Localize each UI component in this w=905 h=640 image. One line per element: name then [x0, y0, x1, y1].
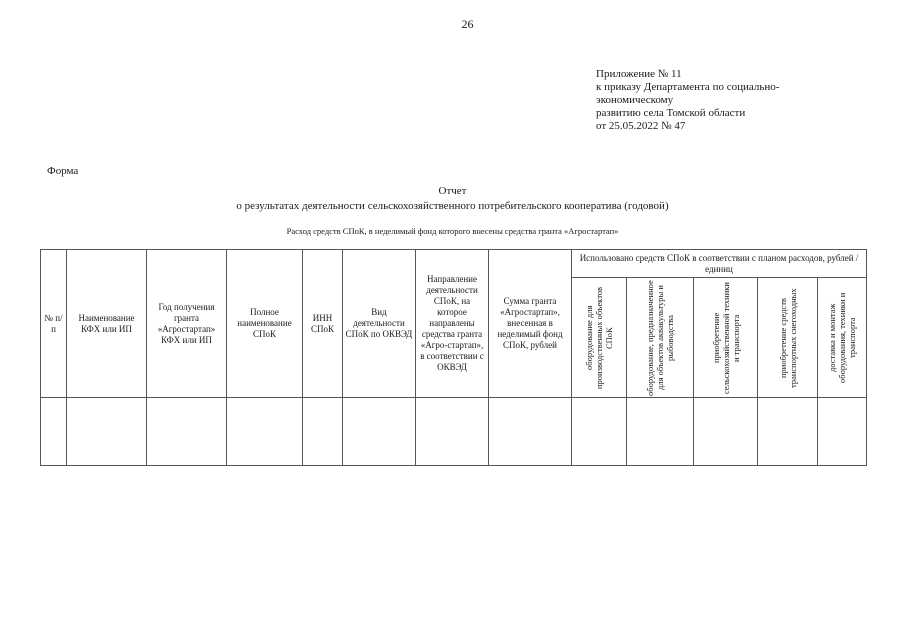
header-full-name: Полное наименование СПоК	[227, 250, 303, 398]
header-sub2-text: оборудование, предназначенное для объектов аквакультуры и рыбоводства	[645, 279, 675, 396]
report-table	[40, 249, 867, 466]
header-inn: ИНН СПоК	[303, 250, 343, 398]
header-sub3	[694, 278, 758, 398]
table-cell	[627, 398, 694, 466]
appendix-line: развитию села Томской области	[596, 107, 746, 119]
appendix-block	[596, 68, 779, 133]
appendix-line: от 25.05.2022 № 47	[596, 120, 686, 132]
form-label: Форма	[47, 165, 79, 177]
table-cell	[416, 398, 489, 466]
table-cell	[694, 398, 758, 466]
table-cell	[489, 398, 572, 466]
header-sub5-text: доставка и монтаж оборудования, техники и транспорта	[827, 292, 857, 383]
header-year: Год получения гранта «Агростартап» КФХ или ИП	[147, 250, 227, 398]
table-cell	[818, 398, 867, 466]
table-row	[41, 398, 867, 466]
table-caption: Расход средств СПоК, в неделимый фонд которого внесены средства гранта «Агростартап»	[286, 226, 619, 236]
table-cell	[67, 398, 147, 466]
table-cell	[343, 398, 416, 466]
header-name: Наименование КФХ или ИП	[67, 250, 147, 398]
page-number: 26	[461, 17, 474, 31]
table-cell	[227, 398, 303, 466]
document-title	[0, 184, 905, 214]
table-cell	[41, 398, 67, 466]
title-line: о результатах деятельности сельскохозяйственного потребительского кооператива (годовой)	[236, 200, 669, 212]
header-sub3-text: приобретение сельскохозяйственной техники и транспорта	[710, 281, 741, 394]
header-sub1-text: оборудование для производственных объектов СПоК	[584, 286, 614, 389]
table-cell	[147, 398, 227, 466]
header-sub5	[818, 278, 867, 398]
header-num: № п/п	[41, 250, 67, 398]
table-cell	[758, 398, 818, 466]
header-sub1	[572, 278, 627, 398]
header-okved: Вид деятельности СПоК по ОКВЭД	[343, 250, 416, 398]
appendix-line: Приложение № 11	[596, 68, 682, 80]
title-line: Отчет	[438, 185, 467, 197]
appendix-line: к приказу Департамента по социально-	[596, 81, 780, 93]
header-direction: Направление деятельности СПоК, на которое направлены средства гранта «Агро-стартап», в соответствии с ОКВЭД	[416, 250, 489, 398]
table-cell	[572, 398, 627, 466]
header-group-used-funds: Использовано средств СПоК в соответствии с планом расходов, рублей / единиц	[572, 250, 867, 278]
header-sub4-text: приобретение средств транспортных снегоходных	[777, 287, 798, 388]
header-sum: Сумма гранта «Агростартап», внесенная в неделимый фонд СПоК, рублей	[489, 250, 572, 398]
header-sub2	[627, 278, 694, 398]
appendix-line: экономическому	[596, 94, 674, 106]
table-cell	[303, 398, 343, 466]
header-sub4	[758, 278, 818, 398]
